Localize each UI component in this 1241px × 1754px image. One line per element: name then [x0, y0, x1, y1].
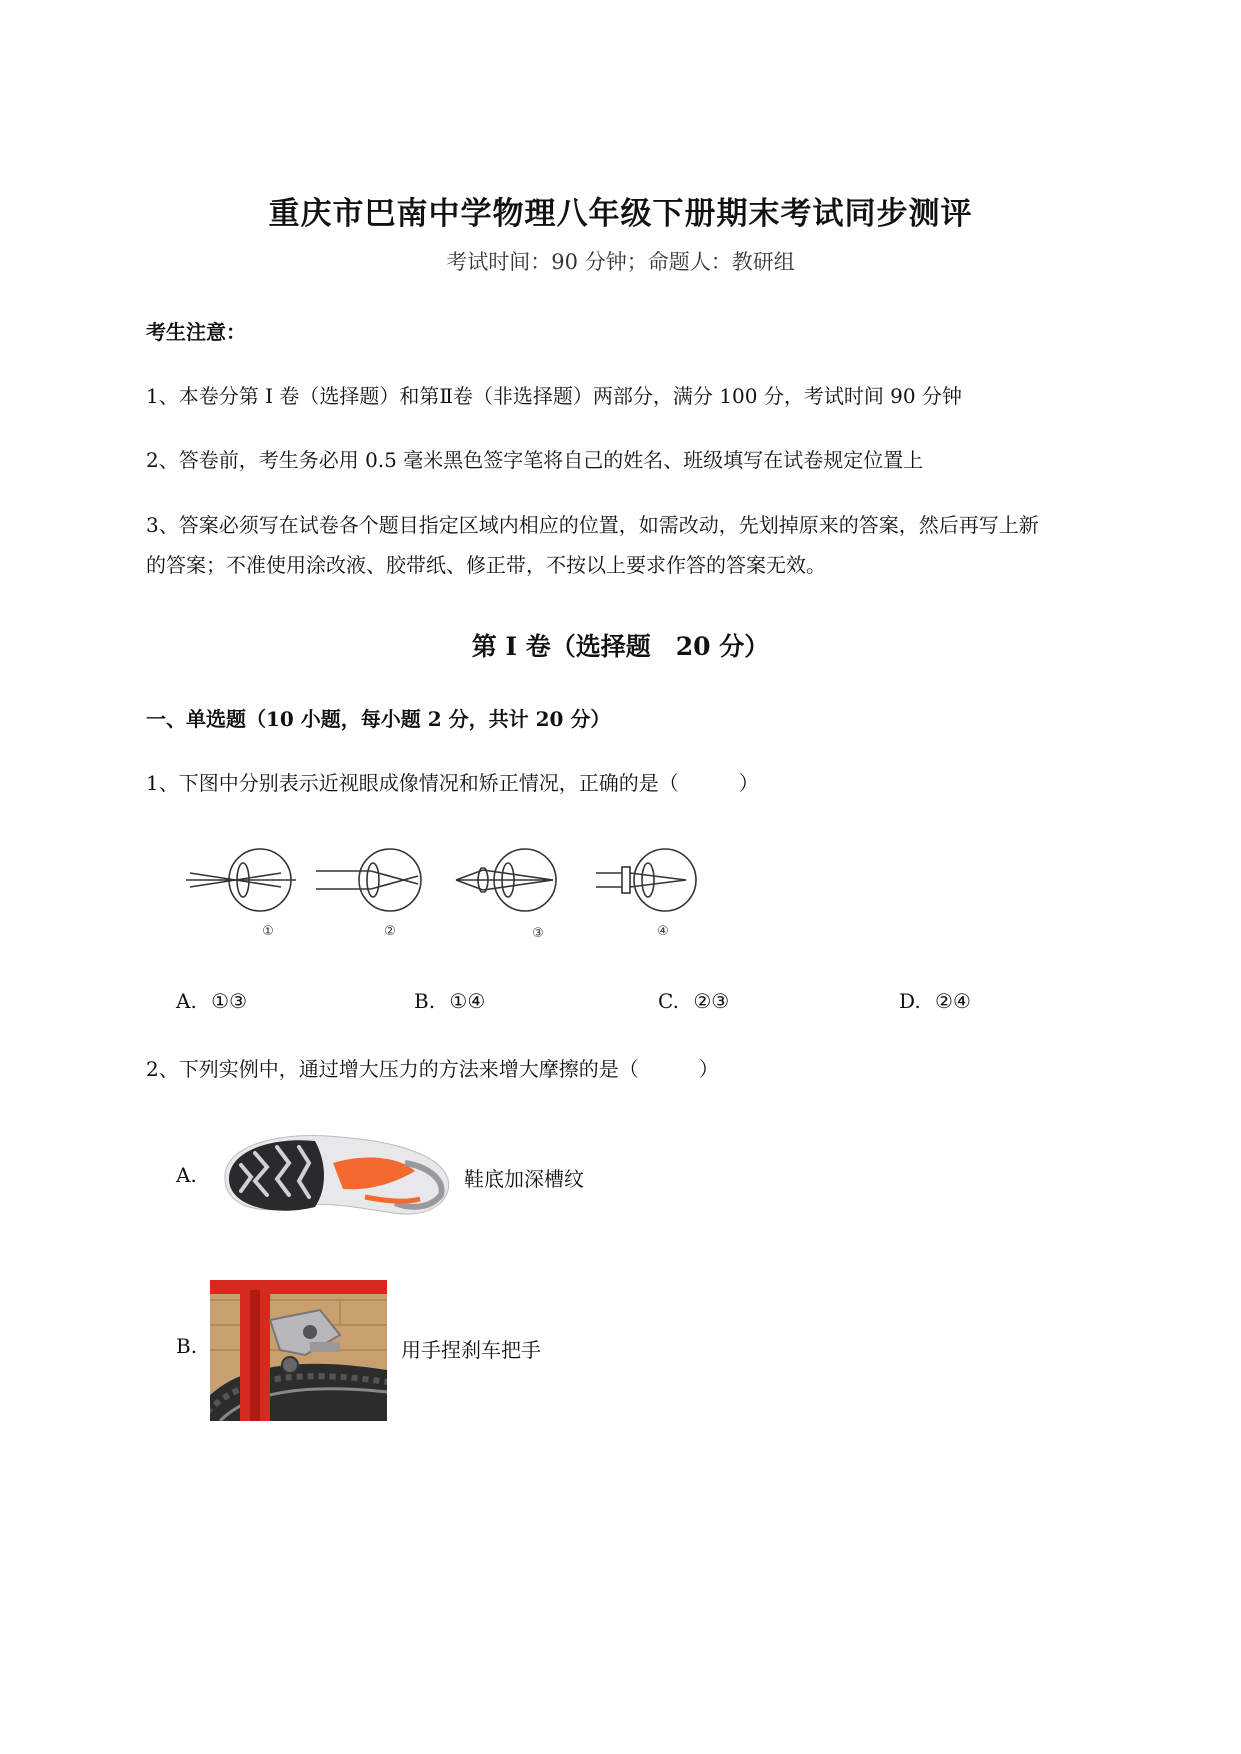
q2-option-b-text[interactable]: 用手捏刹车把手: [401, 1338, 541, 1362]
option-text: ②④: [935, 989, 971, 1013]
eye-label-2: ②: [384, 924, 396, 939]
q1-option-c[interactable]: [658, 989, 729, 1013]
eye-label-1: ①: [262, 924, 274, 939]
q2-option-b-letter[interactable]: B.: [176, 1334, 198, 1358]
q1-option-a[interactable]: [176, 989, 247, 1013]
eye-diagram-figure: [178, 840, 718, 940]
option-letter: A.: [176, 989, 197, 1013]
q2-option-a-letter[interactable]: A.: [176, 1163, 197, 1187]
option-text: ①④: [449, 989, 486, 1013]
notice-heading: 考生注意：: [146, 320, 246, 344]
section-title: 第 I 卷（选择题 20 分）: [471, 632, 770, 661]
notice-item-3: 3、答案必须写在试卷各个题目指定区域内相应的位置，如需改动，先划掉原来的答案，然后再写上新: [146, 513, 1039, 537]
notice-item-1: 1、本卷分第 I 卷（选择题）和第Ⅱ卷（非选择题）两部分，满分 100 分，考试时间 90 分钟: [146, 384, 962, 408]
q2-option-a-text[interactable]: 鞋底加深槽纹: [464, 1167, 584, 1191]
option-letter: C.: [658, 989, 679, 1013]
exam-info: 考试时间：90 分钟；命题人：教研组: [446, 250, 795, 274]
notice-item-3-continued: 的答案；不准使用涂改液、胶带纸、修正带，不按以上要求作答的答案无效。: [146, 553, 826, 577]
q1-option-d[interactable]: [899, 989, 971, 1013]
eye-label-4: ④: [657, 924, 669, 939]
eye-label-3: ③: [532, 926, 544, 940]
shoe-sole-image: [215, 1123, 455, 1223]
notice-item-2: 2、答卷前，考生务必用 0.5 毫米黑色签字笔将自己的姓名、班级填写在试卷规定位置上: [146, 448, 924, 472]
option-letter: D.: [899, 989, 921, 1013]
eye-diagram-4: [596, 849, 696, 911]
eye-diagram-1: [186, 849, 296, 911]
page-title: 重庆市巴南中学物理八年级下册期末考试同步测评: [268, 196, 973, 232]
option-text: ①③: [211, 989, 248, 1013]
question-2-stem: 2、下列实例中，通过增大压力的方法来增大摩擦的是（ ）: [146, 1057, 719, 1081]
bicycle-brake-image: [210, 1280, 387, 1421]
option-letter: B.: [414, 989, 436, 1013]
eye-diagram-2: [316, 849, 421, 911]
part-heading: 一、单选题（10 小题，每小题 2 分，共计 20 分）: [146, 707, 611, 731]
question-1-stem: 1、下图中分别表示近视眼成像情况和矫正情况，正确的是（ ）: [146, 771, 759, 795]
q1-option-b[interactable]: [414, 989, 485, 1013]
option-text: ②③: [693, 989, 730, 1013]
eye-diagram-3: [456, 849, 556, 911]
